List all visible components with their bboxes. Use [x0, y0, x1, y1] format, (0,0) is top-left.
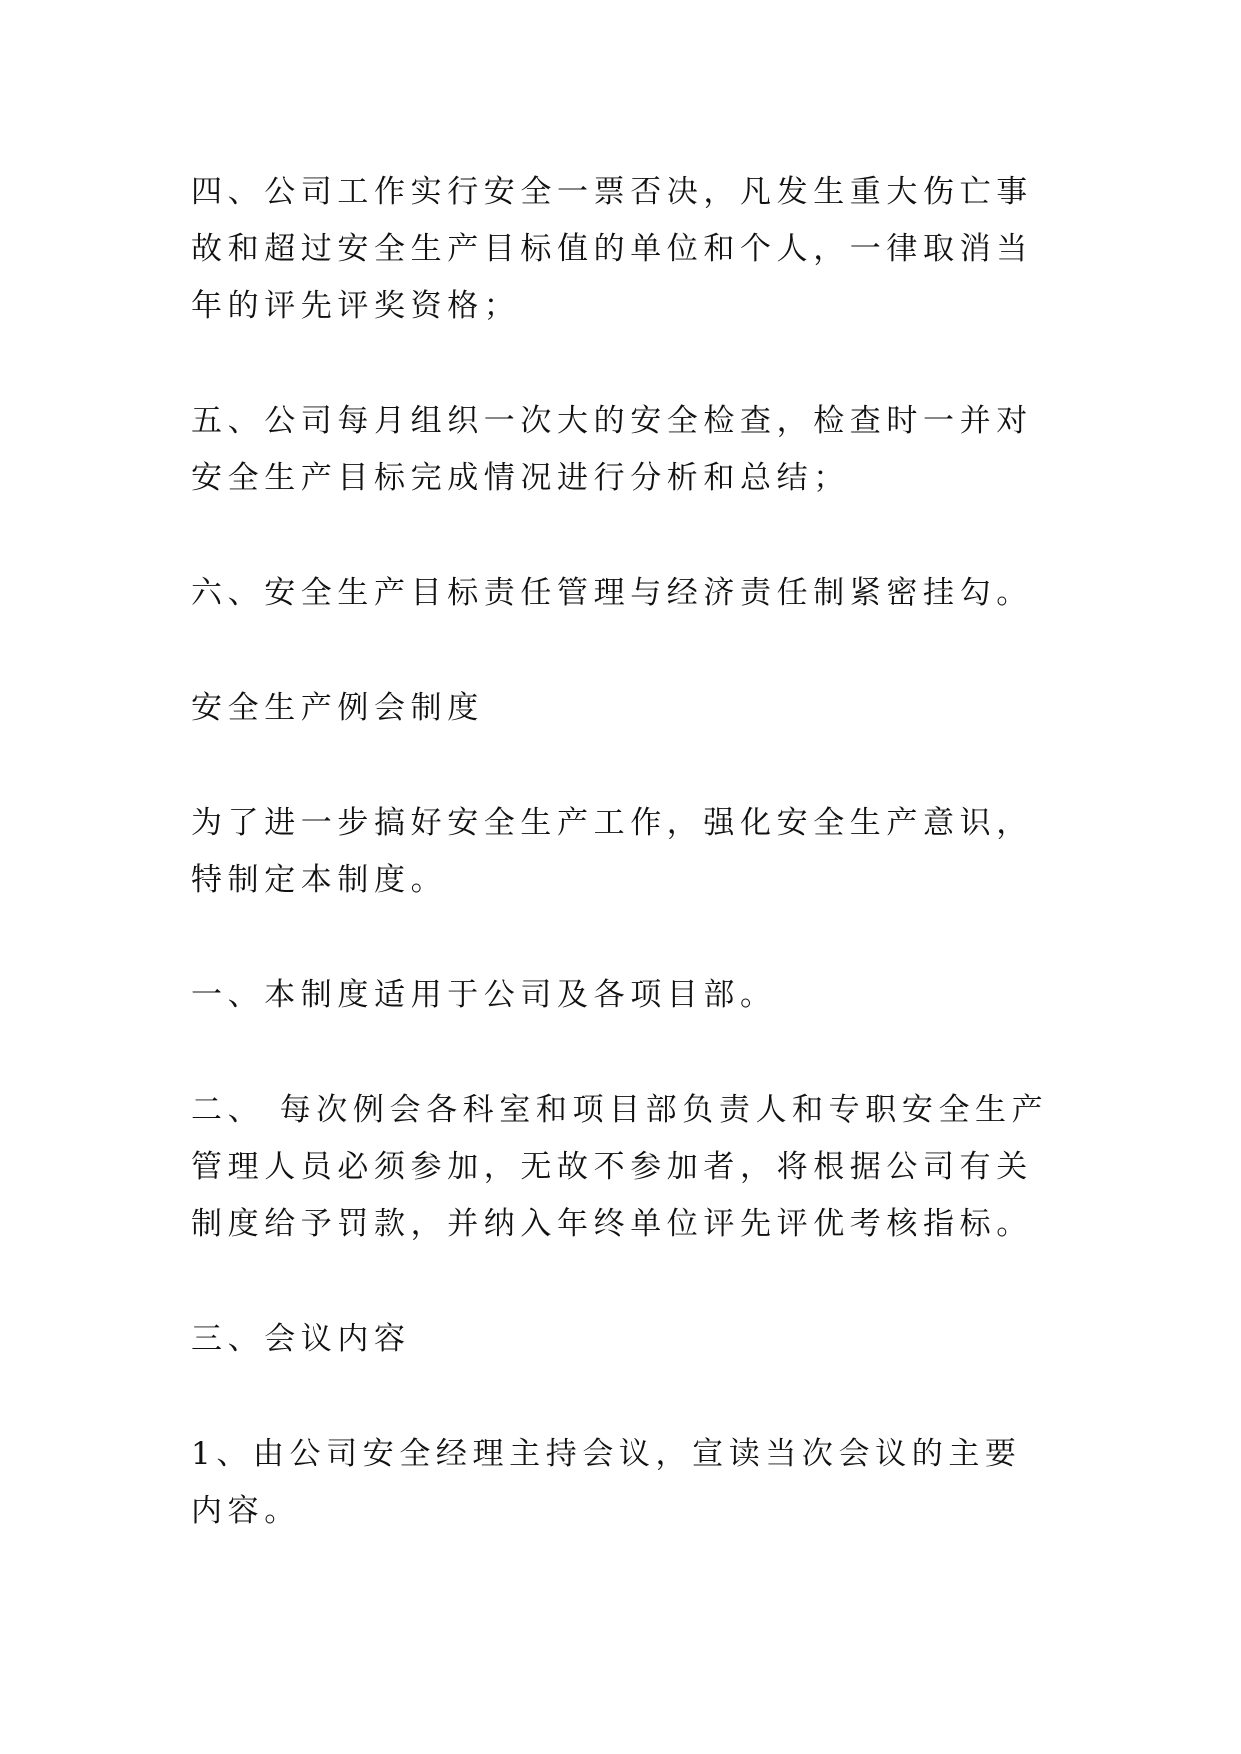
paragraph-item-4: 四、公司工作实行安全一票否决，凡发生重大伤亡事故和超过安全生产目标值的单位和个人，一律取消当年的评先评奖资格；	[191, 174, 1033, 324]
intro-paragraph: 为了进一步搞好安全生产工作，强化安全生产意识，特制定本制度。	[191, 805, 1033, 898]
paragraph-item-3: 三、会议内容	[191, 1321, 411, 1357]
paragraph-item-1: 一、本制度适用于公司及各项目部。	[191, 977, 777, 1013]
paragraph-item-6: 六、安全生产目标责任管理与经济责任制紧密挂勾。	[191, 575, 1033, 611]
document-body	[191, 164, 1051, 1598]
paragraph-item-2: 二、 每次例会各科室和项目部负责人和专职安全生产管理人员必须参加，无故不参加者，将根据公司有关制度给予罚款，并纳入年终单位评先评优考核指标。	[191, 1092, 1049, 1242]
subparagraph-item-1: 1、由公司安全经理主持会议，宣读当次会议的主要内容。	[191, 1436, 1022, 1529]
paragraph-item-5: 五、公司每月组织一次大的安全检查，检查时一并对安全生产目标完成情况进行分析和总结；	[191, 403, 1033, 496]
section-heading: 安全生产例会制度	[191, 690, 484, 726]
